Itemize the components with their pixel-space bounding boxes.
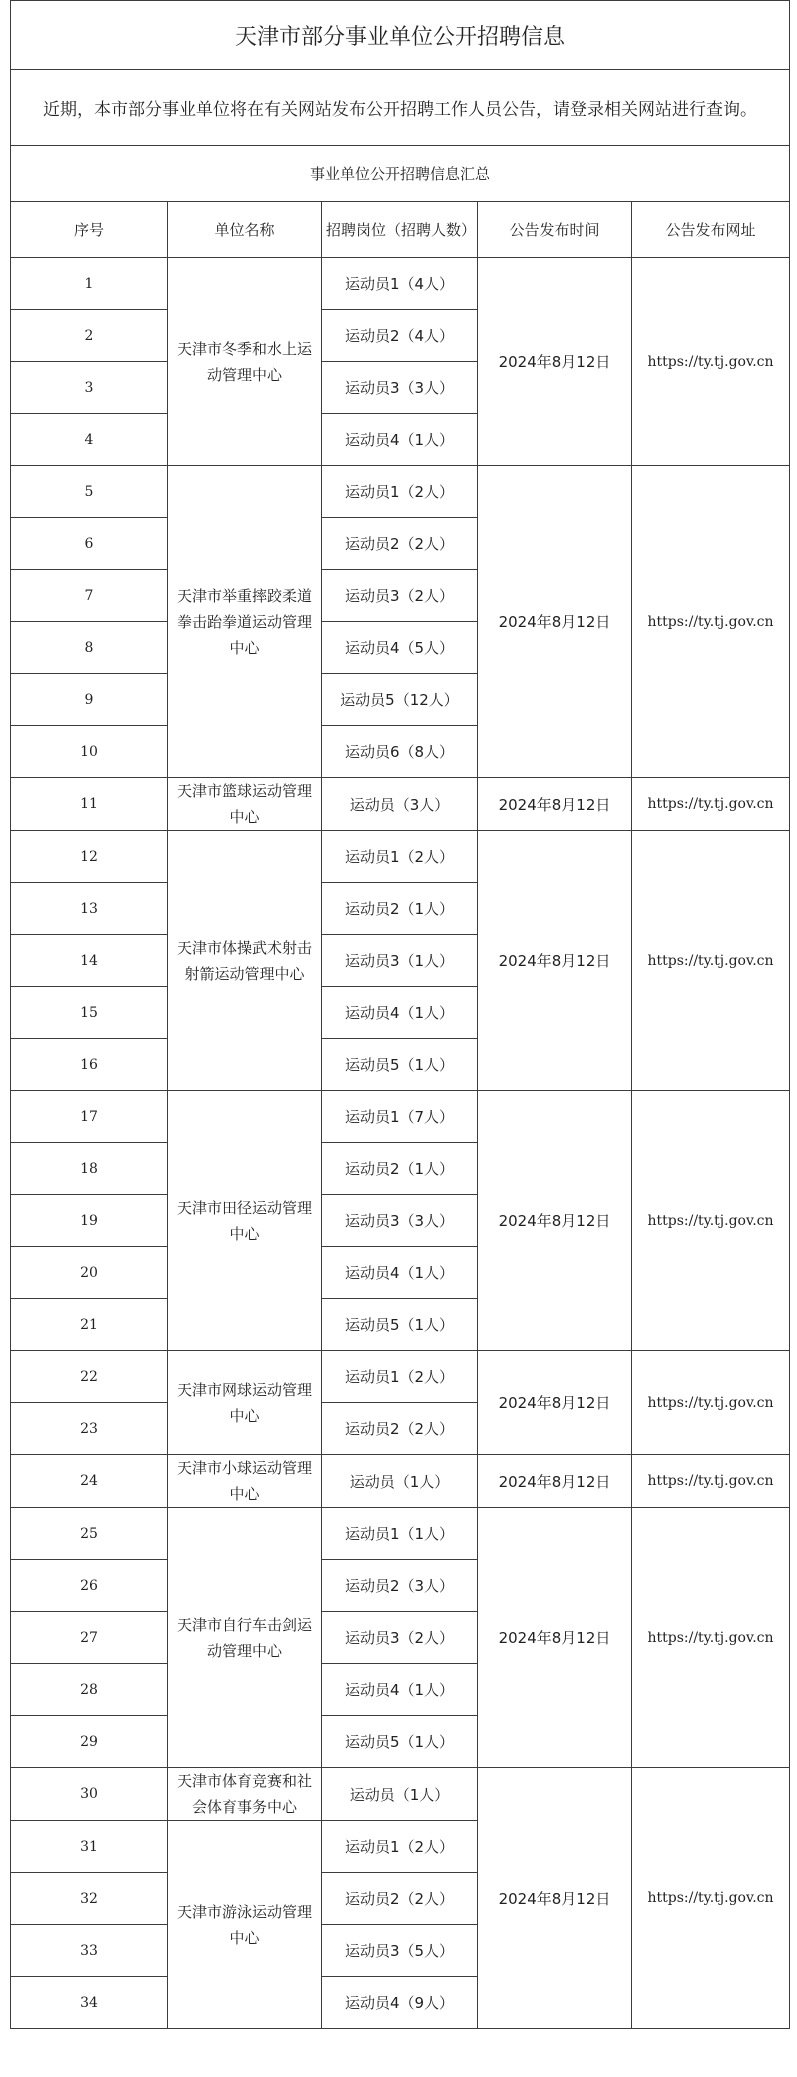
row-number: 6 bbox=[11, 518, 168, 570]
table-row bbox=[11, 1455, 790, 1508]
post-cell: 运动员5（12人） bbox=[322, 674, 478, 726]
table-row bbox=[11, 466, 790, 518]
publish-url-link[interactable]: https://ty.tj.gov.cn bbox=[632, 258, 790, 466]
row-number: 34 bbox=[11, 1977, 168, 2029]
post-cell: 运动员2（3人） bbox=[322, 1560, 478, 1612]
intro-text: 近期，本市部分事业单位将在有关网站发布公开招聘工作人员公告，请登录相关网站进行查询。 bbox=[11, 70, 790, 146]
post-cell: 运动员3（5人） bbox=[322, 1925, 478, 1977]
post-cell: 运动员4（1人） bbox=[322, 1664, 478, 1716]
post-cell: 运动员3（3人） bbox=[322, 362, 478, 414]
post-cell: 运动员1（2人） bbox=[322, 466, 478, 518]
table-row bbox=[11, 778, 790, 831]
post-cell: 运动员1（4人） bbox=[322, 258, 478, 310]
publish-url-link[interactable]: https://ty.tj.gov.cn bbox=[632, 1455, 790, 1508]
unit-name: 天津市篮球运动管理中心 bbox=[168, 778, 322, 831]
publish-url-link[interactable]: https://ty.tj.gov.cn bbox=[632, 831, 790, 1091]
row-number: 18 bbox=[11, 1143, 168, 1195]
table-row bbox=[11, 831, 790, 883]
table-row bbox=[11, 1508, 790, 1560]
unit-name: 天津市网球运动管理中心 bbox=[168, 1351, 322, 1455]
header-unit: 单位名称 bbox=[168, 202, 322, 258]
row-number: 5 bbox=[11, 466, 168, 518]
unit-name: 天津市举重摔跤柔道拳击跆拳道运动管理中心 bbox=[168, 466, 322, 778]
publish-date: 2024年8月12日 bbox=[478, 778, 632, 831]
header-post: 招聘岗位（招聘人数） bbox=[322, 202, 478, 258]
post-cell: 运动员1（7人） bbox=[322, 1091, 478, 1143]
row-number: 33 bbox=[11, 1925, 168, 1977]
page-title: 天津市部分事业单位公开招聘信息 bbox=[11, 1, 790, 70]
row-number: 2 bbox=[11, 310, 168, 362]
post-cell: 运动员1（2人） bbox=[322, 1821, 478, 1873]
row-number: 25 bbox=[11, 1508, 168, 1560]
post-cell: 运动员6（8人） bbox=[322, 726, 478, 778]
publish-date: 2024年8月12日 bbox=[478, 1351, 632, 1455]
row-number: 21 bbox=[11, 1299, 168, 1351]
post-cell: 运动员2（2人） bbox=[322, 518, 478, 570]
publish-url-link[interactable]: https://ty.tj.gov.cn bbox=[632, 1351, 790, 1455]
publish-date: 2024年8月12日 bbox=[478, 1091, 632, 1351]
row-number: 7 bbox=[11, 570, 168, 622]
row-number: 19 bbox=[11, 1195, 168, 1247]
post-cell: 运动员（1人） bbox=[322, 1768, 478, 1821]
row-number: 9 bbox=[11, 674, 168, 726]
row-number: 23 bbox=[11, 1403, 168, 1455]
row-number: 29 bbox=[11, 1716, 168, 1768]
post-cell: 运动员（3人） bbox=[322, 778, 478, 831]
row-number: 31 bbox=[11, 1821, 168, 1873]
publish-url-link[interactable]: https://ty.tj.gov.cn bbox=[632, 778, 790, 831]
header-no: 序号 bbox=[11, 202, 168, 258]
row-number: 26 bbox=[11, 1560, 168, 1612]
row-number: 24 bbox=[11, 1455, 168, 1508]
unit-name: 天津市体育竞赛和社会体育事务中心 bbox=[168, 1768, 322, 1821]
publish-url-link[interactable]: https://ty.tj.gov.cn bbox=[632, 1091, 790, 1351]
table-row bbox=[11, 1091, 790, 1143]
post-cell: 运动员2（1人） bbox=[322, 883, 478, 935]
table-subtitle: 事业单位公开招聘信息汇总 bbox=[11, 146, 790, 202]
post-cell: 运动员3（3人） bbox=[322, 1195, 478, 1247]
unit-name: 天津市田径运动管理中心 bbox=[168, 1091, 322, 1351]
publish-url-link[interactable]: https://ty.tj.gov.cn bbox=[632, 1508, 790, 1768]
header-date: 公告发布时间 bbox=[478, 202, 632, 258]
recruitment-table bbox=[10, 0, 790, 2029]
post-cell: 运动员3（2人） bbox=[322, 1612, 478, 1664]
row-number: 10 bbox=[11, 726, 168, 778]
post-cell: 运动员4（9人） bbox=[322, 1977, 478, 2029]
post-cell: 运动员5（1人） bbox=[322, 1039, 478, 1091]
row-number: 15 bbox=[11, 987, 168, 1039]
post-cell: 运动员4（5人） bbox=[322, 622, 478, 674]
table-row bbox=[11, 1351, 790, 1403]
publish-date: 2024年8月12日 bbox=[478, 1768, 632, 2029]
row-number: 4 bbox=[11, 414, 168, 466]
post-cell: 运动员2（2人） bbox=[322, 1403, 478, 1455]
publish-date: 2024年8月12日 bbox=[478, 466, 632, 778]
row-number: 12 bbox=[11, 831, 168, 883]
post-cell: 运动员4（1人） bbox=[322, 987, 478, 1039]
post-cell: 运动员3（1人） bbox=[322, 935, 478, 987]
row-number: 13 bbox=[11, 883, 168, 935]
post-cell: 运动员2（4人） bbox=[322, 310, 478, 362]
unit-name: 天津市自行车击剑运动管理中心 bbox=[168, 1508, 322, 1768]
row-number: 32 bbox=[11, 1873, 168, 1925]
post-cell: 运动员1（2人） bbox=[322, 1351, 478, 1403]
row-number: 8 bbox=[11, 622, 168, 674]
post-cell: 运动员5（1人） bbox=[322, 1716, 478, 1768]
publish-url-link[interactable]: https://ty.tj.gov.cn bbox=[632, 466, 790, 778]
row-number: 28 bbox=[11, 1664, 168, 1716]
row-number: 11 bbox=[11, 778, 168, 831]
row-number: 27 bbox=[11, 1612, 168, 1664]
row-number: 17 bbox=[11, 1091, 168, 1143]
table-row bbox=[11, 1768, 790, 1821]
unit-name: 天津市冬季和水上运动管理中心 bbox=[168, 258, 322, 466]
post-cell: 运动员4（1人） bbox=[322, 414, 478, 466]
post-cell: 运动员3（2人） bbox=[322, 570, 478, 622]
row-number: 14 bbox=[11, 935, 168, 987]
row-number: 1 bbox=[11, 258, 168, 310]
row-number: 16 bbox=[11, 1039, 168, 1091]
post-cell: 运动员（1人） bbox=[322, 1455, 478, 1508]
publish-date: 2024年8月12日 bbox=[478, 258, 632, 466]
post-cell: 运动员4（1人） bbox=[322, 1247, 478, 1299]
row-number: 3 bbox=[11, 362, 168, 414]
unit-name: 天津市体操武术射击射箭运动管理中心 bbox=[168, 831, 322, 1091]
row-number: 22 bbox=[11, 1351, 168, 1403]
post-cell: 运动员5（1人） bbox=[322, 1299, 478, 1351]
header-url: 公告发布网址 bbox=[632, 202, 790, 258]
unit-name: 天津市游泳运动管理中心 bbox=[168, 1821, 322, 2029]
unit-name: 天津市小球运动管理中心 bbox=[168, 1455, 322, 1508]
table-row bbox=[11, 258, 790, 310]
publish-url-link[interactable]: https://ty.tj.gov.cn bbox=[632, 1768, 790, 2029]
row-number: 30 bbox=[11, 1768, 168, 1821]
publish-date: 2024年8月12日 bbox=[478, 1455, 632, 1508]
publish-date: 2024年8月12日 bbox=[478, 831, 632, 1091]
post-cell: 运动员2（2人） bbox=[322, 1873, 478, 1925]
post-cell: 运动员2（1人） bbox=[322, 1143, 478, 1195]
publish-date: 2024年8月12日 bbox=[478, 1508, 632, 1768]
post-cell: 运动员1（2人） bbox=[322, 831, 478, 883]
post-cell: 运动员1（1人） bbox=[322, 1508, 478, 1560]
row-number: 20 bbox=[11, 1247, 168, 1299]
